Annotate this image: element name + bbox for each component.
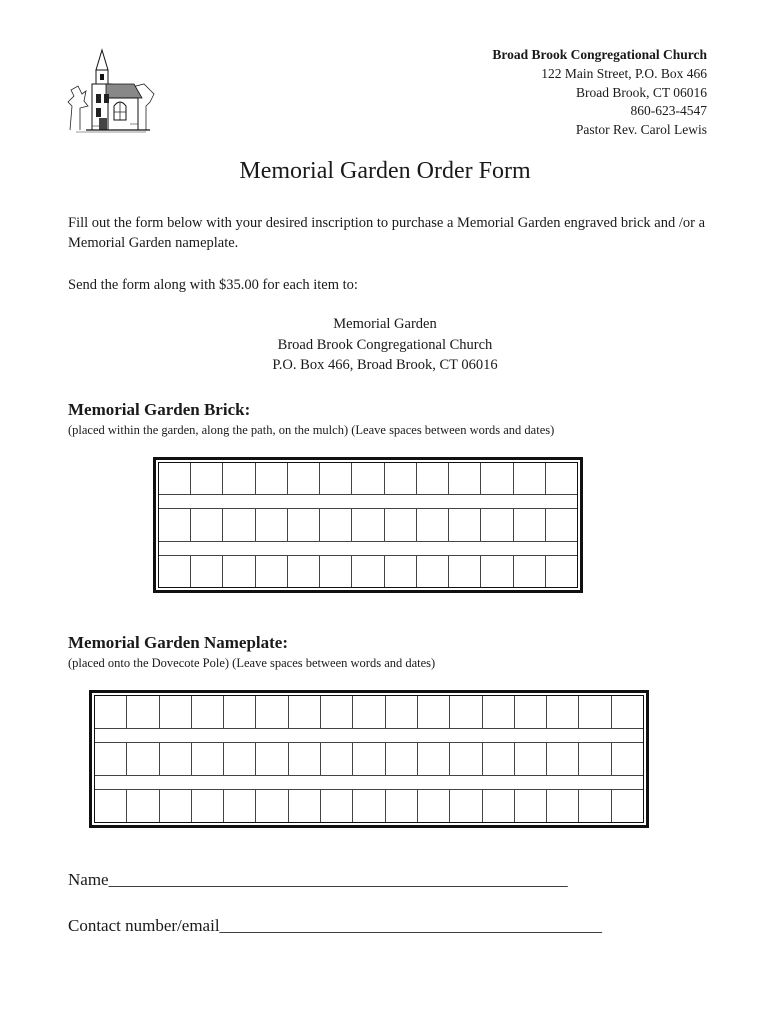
nameplate-letter-box[interactable]	[547, 696, 579, 728]
brick-letter-box[interactable]	[546, 509, 577, 540]
nameplate-letter-box[interactable]	[418, 696, 450, 728]
nameplate-letter-box[interactable]	[289, 790, 321, 822]
brick-letter-box[interactable]	[385, 463, 417, 494]
mailing-address-line3: P.O. Box 466, Broad Brook, CT 06016	[272, 357, 498, 373]
nameplate-letter-box[interactable]	[127, 743, 159, 775]
name-field[interactable]: Name______________________________________________________	[68, 870, 568, 889]
brick-letter-box[interactable]	[417, 463, 449, 494]
brick-letter-box[interactable]	[159, 509, 191, 540]
nameplate-letter-row	[95, 790, 643, 822]
nameplate-letter-box[interactable]	[579, 743, 611, 775]
brick-letter-box[interactable]	[546, 556, 577, 587]
brick-letter-box[interactable]	[288, 463, 320, 494]
brick-letter-box[interactable]	[417, 556, 449, 587]
nameplate-letter-box[interactable]	[515, 743, 547, 775]
nameplate-letter-box[interactable]	[353, 696, 385, 728]
nameplate-letter-box[interactable]	[95, 790, 127, 822]
nameplate-letter-box[interactable]	[127, 790, 159, 822]
phone-number: 860-623-4547	[630, 103, 707, 119]
brick-letter-box[interactable]	[256, 509, 288, 540]
nameplate-letter-box[interactable]	[386, 743, 418, 775]
brick-letter-box[interactable]	[352, 556, 384, 587]
church-contact-block	[492, 46, 707, 140]
nameplate-letter-box[interactable]	[483, 790, 515, 822]
brick-letter-box[interactable]	[191, 463, 223, 494]
brick-letter-box[interactable]	[320, 509, 352, 540]
brick-grid-inner	[158, 462, 578, 588]
brick-letter-box[interactable]	[159, 463, 191, 494]
nameplate-letter-box[interactable]	[224, 790, 256, 822]
nameplate-letter-row	[95, 743, 643, 776]
brick-letter-row	[159, 463, 577, 495]
nameplate-letter-box[interactable]	[127, 696, 159, 728]
nameplate-letter-box[interactable]	[192, 743, 224, 775]
brick-row-spacer	[159, 495, 577, 509]
nameplate-letter-box[interactable]	[579, 696, 611, 728]
nameplate-note: (placed onto the Dovecote Pole) (Leave spaces between words and dates)	[68, 656, 436, 670]
nameplate-letter-box[interactable]	[515, 696, 547, 728]
nameplate-letter-box[interactable]	[321, 790, 353, 822]
nameplate-letter-box[interactable]	[160, 696, 192, 728]
brick-letter-box[interactable]	[546, 463, 577, 494]
nameplate-letter-box[interactable]	[160, 790, 192, 822]
brick-letter-box[interactable]	[288, 556, 320, 587]
payment-instruction: Send the form along with $35.00 for each item to:	[68, 277, 358, 293]
brick-letter-row	[159, 556, 577, 587]
nameplate-letter-box[interactable]	[386, 790, 418, 822]
brick-letter-box[interactable]	[256, 463, 288, 494]
nameplate-letter-box[interactable]	[579, 790, 611, 822]
page-title: Memorial Garden Order Form	[239, 158, 531, 184]
mailing-address-line2: Broad Brook Congregational Church	[277, 336, 493, 353]
brick-letter-box[interactable]	[223, 509, 255, 540]
nameplate-letter-box[interactable]	[256, 743, 288, 775]
nameplate-letter-box[interactable]	[353, 743, 385, 775]
nameplate-letter-box[interactable]	[353, 790, 385, 822]
nameplate-letter-box[interactable]	[450, 790, 482, 822]
brick-letter-box[interactable]	[159, 556, 191, 587]
brick-letter-box[interactable]	[191, 556, 223, 587]
nameplate-letter-box[interactable]	[418, 790, 450, 822]
brick-letter-box[interactable]	[514, 463, 546, 494]
brick-letter-box[interactable]	[320, 463, 352, 494]
nameplate-letter-box[interactable]	[160, 743, 192, 775]
brick-letter-box[interactable]	[514, 509, 546, 540]
nameplate-letter-box[interactable]	[418, 743, 450, 775]
brick-note: (placed within the garden, along the path, on the mulch) (Leave spaces between words and dates)	[68, 423, 555, 437]
nameplate-letter-box[interactable]	[95, 696, 127, 728]
city-state-zip: Broad Brook, CT 06016	[576, 84, 707, 100]
nameplate-letter-box[interactable]	[547, 743, 579, 775]
nameplate-letter-box[interactable]	[224, 696, 256, 728]
nameplate-letter-box[interactable]	[289, 696, 321, 728]
street-address: 122 Main Street, P.O. Box 466	[541, 65, 707, 81]
brick-letter-box[interactable]	[481, 509, 513, 540]
intro-paragraph: Fill out the form below with your desired inscription to purchase a Memorial Garden engraved brick and /or a Memorial Garden nameplate.	[68, 215, 706, 251]
brick-letter-box[interactable]	[449, 463, 481, 494]
nameplate-letter-box[interactable]	[321, 696, 353, 728]
brick-letter-box[interactable]	[449, 556, 481, 587]
brick-letter-box[interactable]	[223, 556, 255, 587]
brick-letter-box[interactable]	[223, 463, 255, 494]
contact-field[interactable]: Contact number/email_____________________________________________	[68, 916, 603, 935]
nameplate-letter-box[interactable]	[612, 696, 643, 728]
pastor-name: Pastor Rev. Carol Lewis	[575, 122, 707, 138]
brick-letter-box[interactable]	[385, 556, 417, 587]
nameplate-letter-box[interactable]	[256, 790, 288, 822]
mailing-address-line1: Memorial Garden	[333, 316, 437, 332]
nameplate-row-spacer	[95, 729, 643, 744]
brick-inscription-grid	[153, 457, 583, 593]
nameplate-heading: Memorial Garden Nameplate:	[68, 633, 288, 652]
nameplate-letter-row	[95, 696, 643, 729]
church-logo-icon	[66, 46, 156, 134]
brick-heading: Memorial Garden Brick:	[68, 400, 251, 419]
nameplate-letter-box[interactable]	[612, 790, 643, 822]
brick-letter-box[interactable]	[320, 556, 352, 587]
brick-letter-box[interactable]	[352, 509, 384, 540]
nameplate-letter-box[interactable]	[95, 743, 127, 775]
nameplate-letter-box[interactable]	[450, 743, 482, 775]
nameplate-letter-box[interactable]	[192, 696, 224, 728]
nameplate-letter-box[interactable]	[515, 790, 547, 822]
brick-letter-box[interactable]	[514, 556, 546, 587]
brick-letter-box[interactable]	[449, 509, 481, 540]
church-name: Broad Brook Congregational Church	[492, 47, 707, 62]
nameplate-letter-box[interactable]	[224, 743, 256, 775]
nameplate-letter-box[interactable]	[321, 743, 353, 775]
brick-letter-box[interactable]	[256, 556, 288, 587]
nameplate-letter-box[interactable]	[483, 743, 515, 775]
brick-letter-box[interactable]	[481, 556, 513, 587]
nameplate-letter-box[interactable]	[483, 696, 515, 728]
nameplate-letter-box[interactable]	[256, 696, 288, 728]
brick-letter-box[interactable]	[417, 509, 449, 540]
nameplate-letter-box[interactable]	[612, 743, 643, 775]
brick-row-spacer	[159, 542, 577, 556]
brick-letter-row	[159, 509, 577, 541]
nameplate-letter-box[interactable]	[547, 790, 579, 822]
nameplate-letter-box[interactable]	[192, 790, 224, 822]
nameplate-row-spacer	[95, 776, 643, 791]
nameplate-letter-box[interactable]	[386, 696, 418, 728]
nameplate-letter-box[interactable]	[289, 743, 321, 775]
brick-letter-box[interactable]	[352, 463, 384, 494]
brick-letter-box[interactable]	[288, 509, 320, 540]
brick-letter-box[interactable]	[191, 509, 223, 540]
nameplate-letter-box[interactable]	[450, 696, 482, 728]
mailing-address	[0, 314, 770, 376]
nameplate-grid-inner	[94, 695, 644, 823]
brick-letter-box[interactable]	[481, 463, 513, 494]
nameplate-inscription-grid	[89, 690, 649, 828]
brick-letter-box[interactable]	[385, 509, 417, 540]
